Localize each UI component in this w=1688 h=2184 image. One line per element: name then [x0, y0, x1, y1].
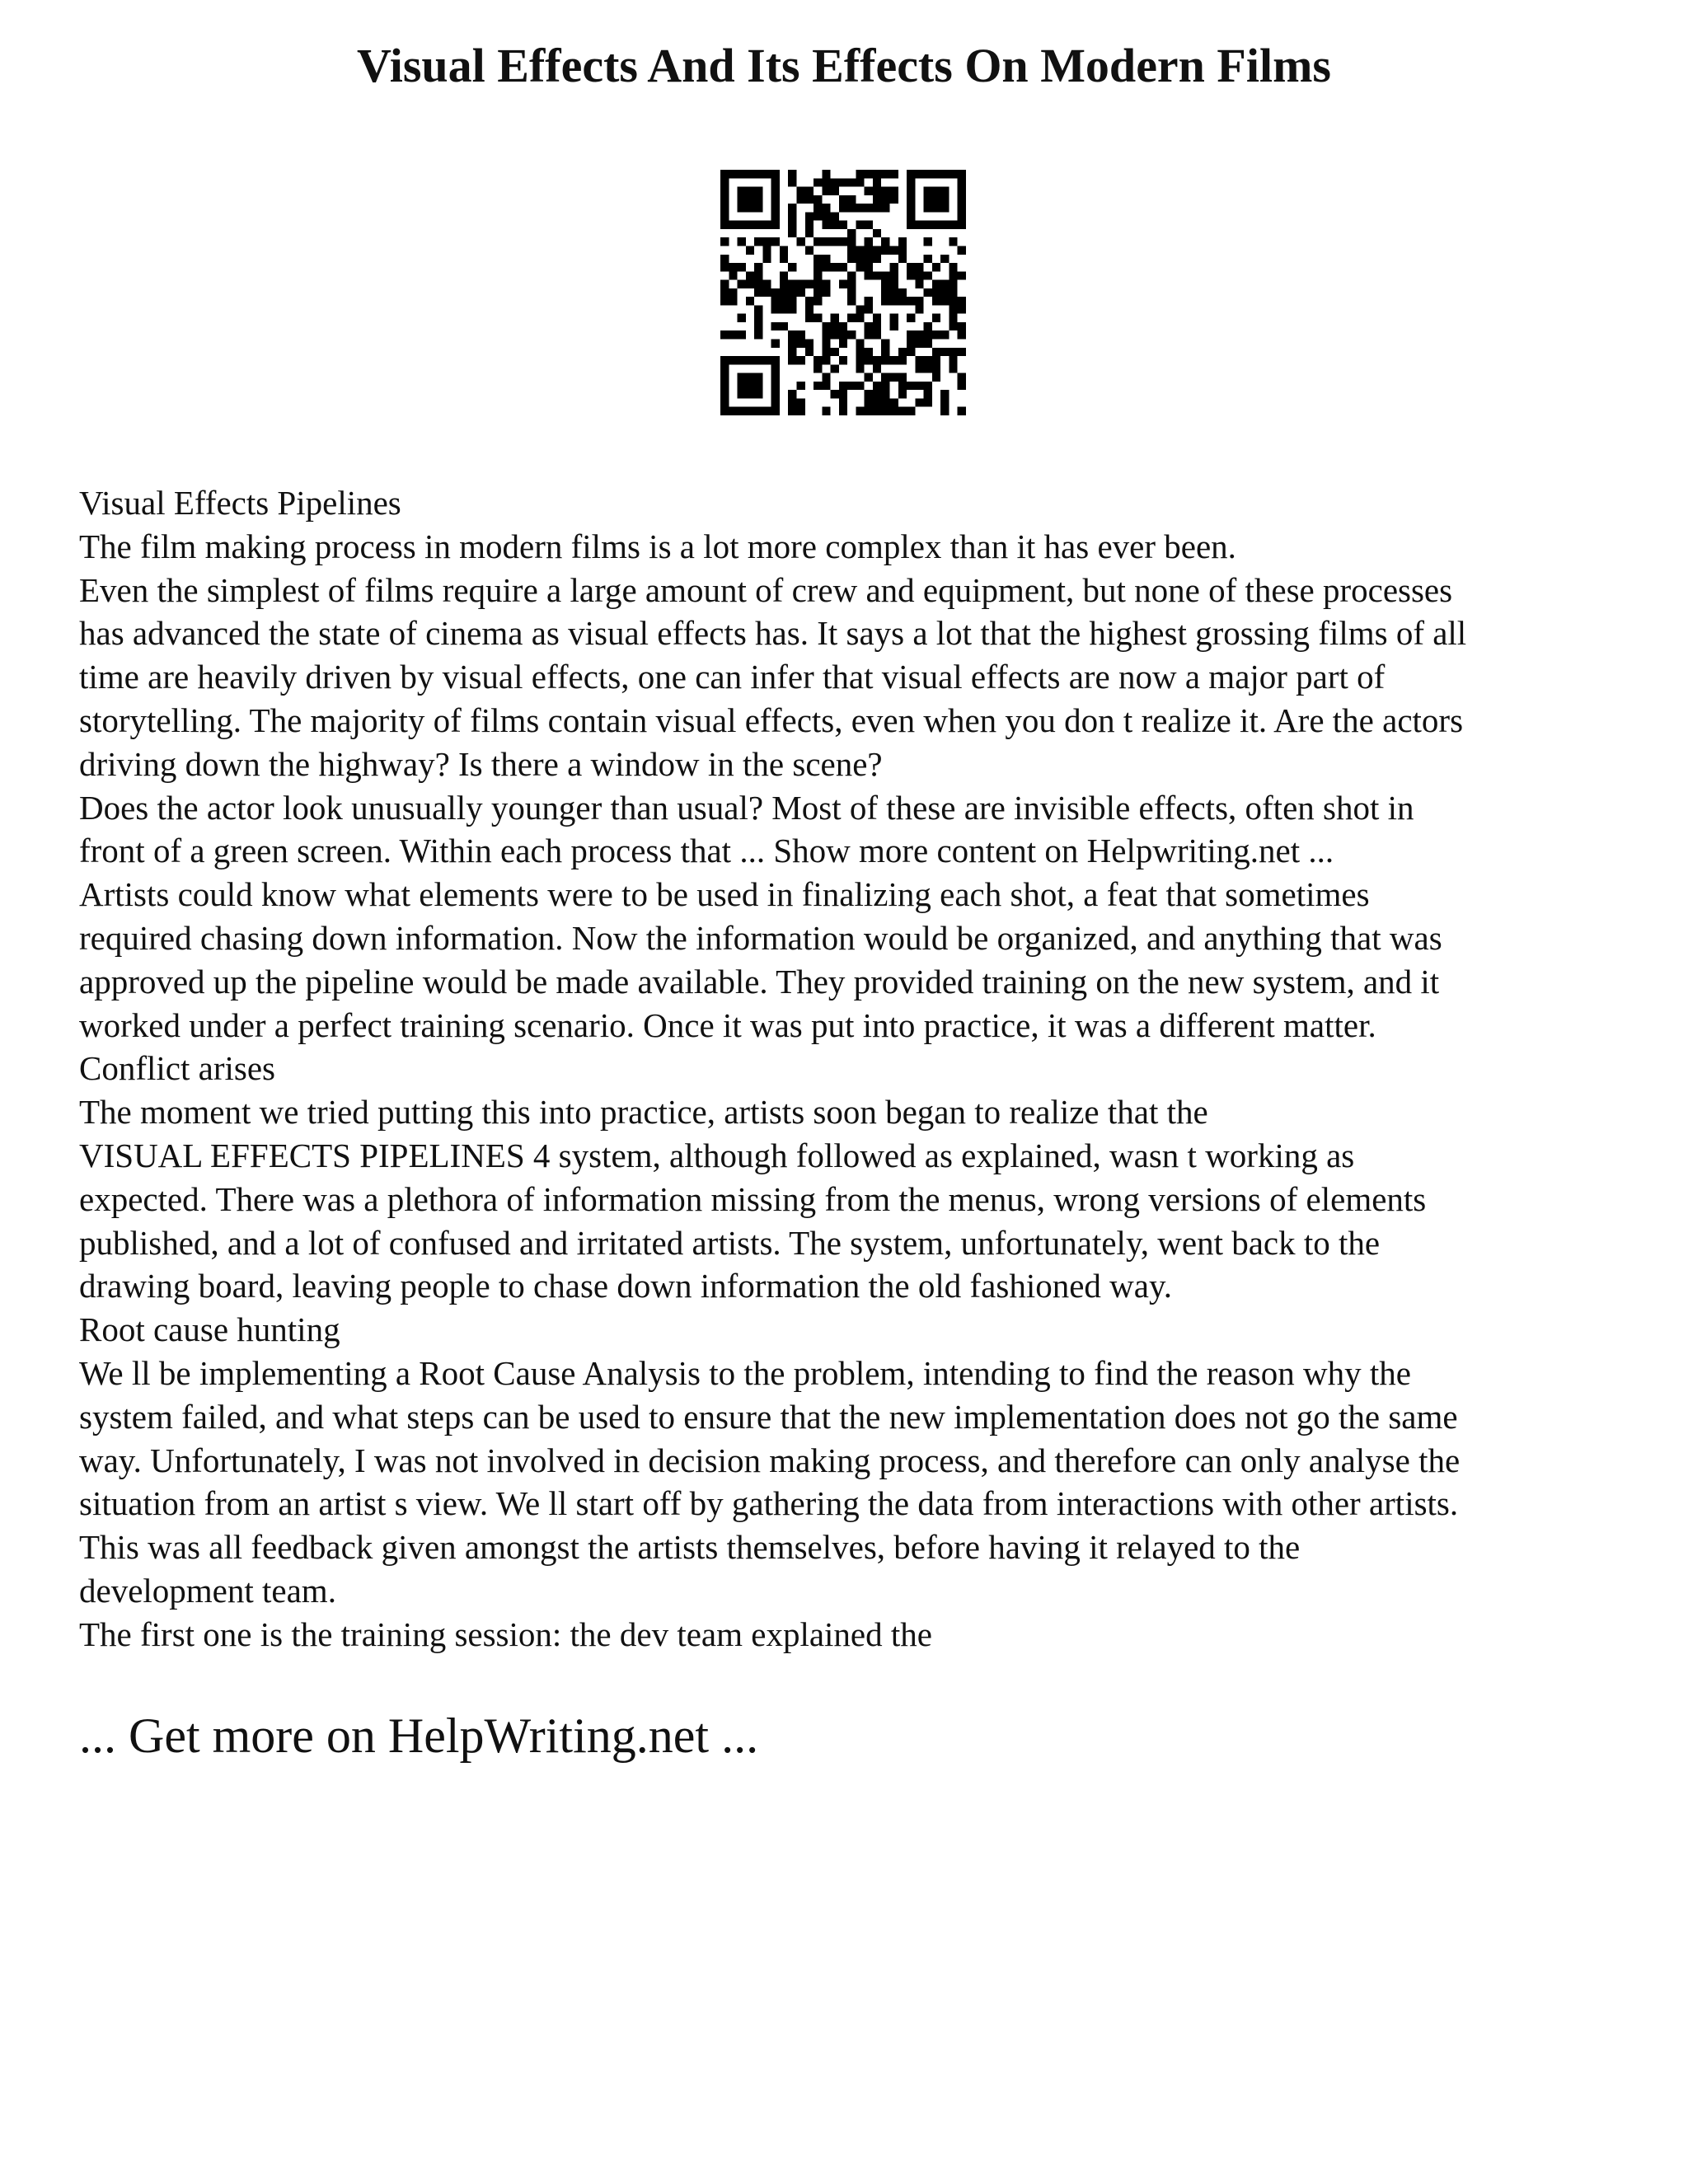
text-line: driving down the highway? Is there a window in the scene? [79, 744, 883, 783]
text-line: The first one is the training session: the dev team explained the [79, 1615, 932, 1653]
text-line: development team. [79, 1571, 336, 1610]
text-line: required chasing down information. Now the information would be organized, and anything that was [79, 918, 1442, 957]
text-line: The film making process in modern films is a lot more complex than it has ever been. [79, 527, 1236, 565]
text-line: drawing board, leaving people to chase down information the old fashioned way. [79, 1267, 1173, 1305]
text-line: VISUAL EFFECTS PIPELINES 4 system, although followed as explained, wasn t working as [79, 1136, 1355, 1174]
text-line: We ll be implementing a Root Cause Analysis to the problem, intending to find the reason why the [79, 1353, 1411, 1392]
text-line: way. Unfortunately, I was not involved in decision making process, and therefore can only analyse the [79, 1441, 1461, 1479]
text-line: Does the actor look unusually younger than usual? Most of these are invisible effects, often shot in [79, 788, 1414, 827]
text-line: situation from an artist s view. We ll start off by gathering the data from interactions with other artists. [79, 1484, 1459, 1523]
text-line: worked under a perfect training scenario. Once it was put into practice, it was a different matter. [79, 1005, 1376, 1044]
body-text [79, 481, 1629, 1657]
page-title: Visual Effects And Its Effects On Modern Films [357, 39, 1331, 92]
text-line: published, and a lot of confused and irritated artists. The system, unfortunately, went back to the [79, 1223, 1381, 1262]
text-line: has advanced the state of cinema as visual effects has. It says a lot that the highest grossing films of all [79, 614, 1467, 653]
qr-code-graphic [720, 170, 966, 415]
text-line: system failed, and what steps can be used to ensure that the new implementation does not go the same [79, 1397, 1458, 1436]
text-line: time are heavily driven by visual effects, one can infer that visual effects are now a major part of [79, 658, 1386, 696]
text-line: Conflict arises [79, 1049, 275, 1088]
get-more-link[interactable]: ... Get more on HelpWriting.net ... [79, 1708, 759, 1763]
text-line: Visual Effects Pipelines [79, 484, 401, 522]
text-line: expected. There was a plethora of information missing from the menus, wrong versions of elements [79, 1179, 1427, 1218]
text-line: Artists could know what elements were to be used in finalizing each shot, a feat that sometimes [79, 875, 1370, 914]
text-line: approved up the pipeline would be made available. They provided training on the new system, and it [79, 962, 1440, 1001]
text-line: front of a green screen. Within each process that ... Show more content on Helpwriting.net ... [79, 832, 1334, 870]
text-line: Root cause hunting [79, 1310, 340, 1349]
text-line: storytelling. The majority of films contain visual effects, even when you don t realize it. Are the actors [79, 701, 1464, 739]
qr-code-icon [720, 170, 966, 415]
text-line: The moment we tried putting this into practice, artists soon began to realize that the [79, 1093, 1208, 1132]
text-line: This was all feedback given amongst the artists themselves, before having it relayed to the [79, 1528, 1301, 1567]
text-line: Even the simplest of films require a large amount of crew and equipment, but none of these processes [79, 570, 1453, 609]
